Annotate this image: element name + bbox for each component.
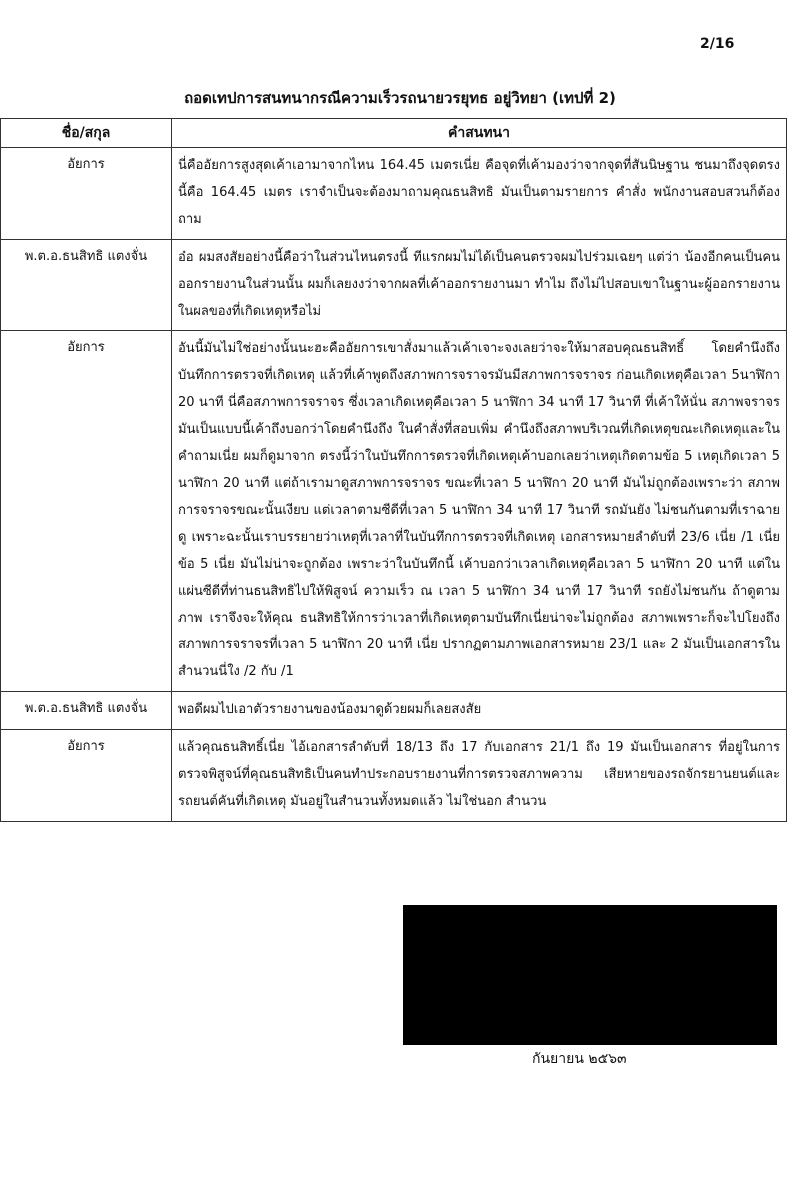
column-header-name: ชื่อ/สกุล — [1, 119, 172, 148]
speaker-cell: อัยการ — [1, 331, 172, 692]
table-row — [1, 331, 787, 692]
speech-cell: พอดีผมไปเอาตัวรายงานของน้องมาดูด้วยผมก็เลยสงสัย — [172, 692, 787, 730]
table-row — [1, 239, 787, 331]
document-title: ถอดเทปการสนทนากรณีความเร็วรถนายวรยุทธ อยู่วิทยา (เทปที่ 2) — [184, 89, 616, 107]
redacted-signature-block — [403, 905, 777, 1045]
transcript-table — [0, 118, 787, 822]
speech-cell: แล้วคุณธนสิทธิ์เนี่ย ไอ้เอกสารลำดับที่ 18/13 ถึง 17 กับเอกสาร 21/1 ถึง 19 มันเป็นเอกสาร ที่อยู่ในการตรวจพิสูจน์ที่คุณธนสิทธิเป็นคนทำประกอบรายงานที่การตรวจสภาพความ เสียหายของรถจักรยานยนต์และรถยนต์คันที่เกิดเหตุ มันอยู่ในสำนวนทั้งหมดแล้ว ไม่ใช่นอก สำนวน — [172, 730, 787, 822]
signature-date: กันยายน ๒๕๖๓ — [532, 1051, 627, 1067]
speaker-cell: พ.ต.อ.ธนสิทธิ แตงจั่น — [1, 239, 172, 331]
table-row — [1, 730, 787, 822]
speech-cell: อ๋อ ผมสงสัยอย่างนี้คือว่าในส่วนไหนตรงนี้ ทีแรกผมไม่ได้เป็นคนตรวจผมไปร่วมเฉยๆ แต่ว่า น้องอีกคนเป็นคนออกรายงานในส่วนนั้น ผมก็เลยงงว่าจากผลที่เค้าออกรายงานมา ทำไม ถึงไม่ไปสอบเขาในฐานะผู้ออกรายงานในผลของที่เกิดเหตุหรือไม่ — [172, 239, 787, 331]
table-row — [1, 148, 787, 240]
speaker-cell: พ.ต.อ.ธนสิทธิ แตงจั่น — [1, 692, 172, 730]
table-row — [1, 692, 787, 730]
table-header-row — [1, 119, 787, 148]
column-header-speech: คำสนทนา — [172, 119, 787, 148]
speech-cell: นี่คืออัยการสูงสุดเค้าเอามาจากไหน 164.45 เมตรเนี่ย คือจุดที่เค้ามองว่าจากจุดที่สันนิษฐาน ชนมาถึงจุดตรงนี้คือ 164.45 เมตร เราจำเป็นจะต้องมาถามคุณธนสิทธิ มันเป็นตามรายการ คำสั่ง พนักงานสอบสวนก็ต้องถาม — [172, 148, 787, 240]
speaker-cell: อัยการ — [1, 730, 172, 822]
page-number: 2/16 — [700, 36, 735, 52]
speaker-cell: อัยการ — [1, 148, 172, 240]
speech-cell: อันนี้มันไม่ใช่อย่างนั้นนะฮะคืออัยการเขาสั่งมาแล้วเค้าเจาะจงเลยว่าจะให้มาสอบคุณธนสิทธิ์ โดยคำนึงถึงบันทึกการตรวจที่เกิดเหตุ แล้วที่เค้าพูดถึงสภาพการจราจรมันมีสภาพการจราจร ก่อนเกิดเหตุคือเวลา 5นาฬิกา 20 นาที นี่คือสภาพการจราจร ซึ่งเวลาเกิดเหตุคือเวลา 5 นาฬิกา 34 นาที 17 วินาที ที่เค้าให้นั่น สภาพจราจรมันเป็นแบบนี้เค้าถึงบอกว่าโดยคำนึงถึง ในคำสั่งที่สอบเพิ่ม คำนึงถึงสภาพบริเวณที่เกิดเหตุขณะเกิดเหตุและในคำถามเนี่ย ผมก็ดูมาจาก ตรงนี้ว่าในบันทึกการตรวจที่เกิดเหตุเค้าบอกเลยว่าเหตุเกิดตามข้อ 5 เหตุเกิดเวลา 5 นาฬิกา 20 นาที แต่ถ้าเรามาดูสภาพการจราจร ขณะที่เวลา 5 นาฬิกา 20 นาที มันไม่ถูกต้องเพราะว่า สภาพการจราจรขณะนั้นเงียบ แต่เวลาตามซีดีที่เวลา 5 นาฬิกา 34 นาที 17 วินาที รถมันยัง ไม่ชนกันตามที่เราฉายดู เพราะฉะนั้นเราบรรยายว่าเหตุที่เวลาที่ในบันทึกการตรวจที่เกิดเหตุ เอกสารหมายลำดับที่ 23/6 เนี่ย /1 เนี่ย ข้อ 5 เนี่ย มันไม่น่าจะถูกต้อง เพราะว่าในบันทึกนี้ เค้าบอกว่าเวลาเกิดเหตุคือเวลา 5 นาฬิกา 20 นาที แต่ในแผ่นซีดีที่ท่านธนสิทธิไปให้พิสูจน์ ความเร็ว ณ เวลา 5 นาฬิกา 34 นาที 17 วินาที รถยังไม่ชนกัน ถ้าดูตามภาพ เราจึงจะให้คุณ ธนสิทธิให้การว่าเวลาที่เกิดเหตุตามบันทึกเนี่ยน่าจะไม่ถูกต้อง สภาพเพราะก็จะไปโยงถึง สภาพการจราจรที่เวลา 5 นาฬิกา 20 นาที เนี่ย ปรากฏตามภาพเอกสารหมาย 23/1 และ 2 มันเป็นเอกสารในสำนวนนี่ใง /2 กับ /1 — [172, 331, 787, 692]
